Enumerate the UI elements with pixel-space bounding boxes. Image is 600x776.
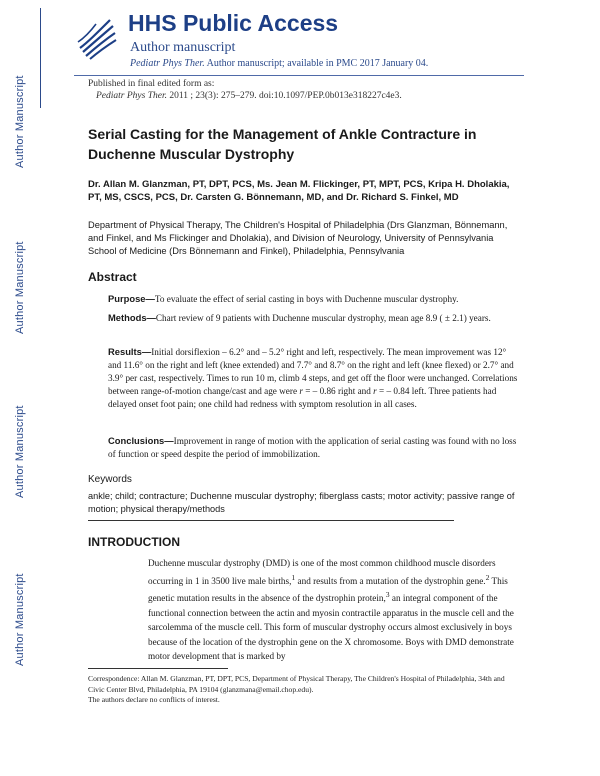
- results-text-1: Initial dorsiflexion – 6.2° and – 5.2° right and left, respectively. The mean improvement was 12° and 11.6° on the right and left (knee extended) and 7.7° and 8.7° on the right and left (knee flexed) or 2.7° and 3.9° per cast, respectively. Times to run 10 m, climb 4 steps, and get off the floor were unchanged. Correlations between range-of-motion change/cast and age were: [108, 347, 518, 396]
- footnote-correspondence: Correspondence: Allan M. Glanzman, PT, DPT, PCS, Department of Physical Therapy, The Children's Hospital of Philadelphia, 34th and Civic Center Blvd, Philadelphia, PA 19104 (glanzmana@email.chop.edu).: [88, 674, 505, 694]
- sidebar-label-3: Author Manuscript: [14, 405, 26, 499]
- methods-label: Methods—: [108, 312, 156, 323]
- footnote-conflicts: The authors declare no conflicts of interest.: [88, 695, 220, 704]
- article-affiliation: Department of Physical Therapy, The Children's Hospital of Philadelphia (Drs Glanzman, Bönnemann, and Finkel, and Ms Flickinger and Dholakia), and Division of Neurology, University of Pennsylvania School of Medicine (Drs Bönnemann and Finkel), Philadelphia, Pennsylvania: [88, 220, 508, 256]
- footnotes: [88, 674, 518, 706]
- abstract-conclusions: [108, 434, 518, 461]
- methods-text: Chart review of 9 patients with Duchenne muscular dystrophy, mean age 8.9 ( ± 2.1) years.: [155, 313, 491, 323]
- abstract-heading: Abstract: [88, 270, 137, 284]
- results-text-2: = – 0.86 right and: [302, 386, 374, 396]
- introduction-paragraph: [148, 556, 520, 664]
- header-journal: Pediatr Phys Ther.: [130, 58, 205, 69]
- results-label: Results—: [108, 346, 152, 357]
- introduction-heading: INTRODUCTION: [88, 535, 180, 549]
- results-r-1: r: [299, 386, 303, 396]
- header-subtitle: Author manuscript: [130, 40, 236, 55]
- sidebar-label-4: Author Manuscript: [14, 573, 26, 667]
- purpose-label: Purpose—: [108, 293, 155, 304]
- header-availability: Author manuscript; available in PMC 2017 January 04.: [206, 58, 429, 69]
- intro-text-3: This genetic mutation results in the absence of the dystrophin protein,: [148, 575, 508, 604]
- sidebar-label-1: Author Manuscript: [14, 75, 26, 169]
- intro-text-2: and results from a mutation of the dystrophin gene.: [295, 575, 486, 586]
- intro-ref-1[interactable]: 1: [291, 572, 296, 582]
- results-r-2: r: [373, 386, 377, 396]
- intro-text-4: an integral component of the functional connection between the actin and myosin contractile apparatus in the muscle cell and the sarcolemma of the muscle cell. This form of muscular dystrophy occurs almost exclusively in boys because of the location of the dystrophin gene on the X chromosome. Boys with DMD demonstrate motor development that is marked by: [148, 593, 514, 662]
- article-title: Serial Casting for the Management of Ankle Contracture in Duchenne Muscular Dystrophy: [88, 126, 477, 162]
- sidebar-label-2: Author Manuscript: [14, 241, 26, 335]
- keywords-divider: [88, 520, 454, 521]
- hhs-eagle-logo-icon: [74, 12, 120, 62]
- conclusions-text: Improvement in range of motion with the application of serial casting was found with no loss of function or speed despite the period of immobilization.: [108, 436, 517, 459]
- keywords-heading: Keywords: [88, 474, 132, 485]
- intro-ref-2[interactable]: 2: [485, 572, 490, 582]
- header-divider: [74, 75, 524, 76]
- intro-ref-3[interactable]: 3: [385, 590, 390, 600]
- article-authors: Dr. Allan M. Glanzman, PT, DPT, PCS, Ms. Jean M. Flickinger, PT, MPT, PCS, Kripa H. Dholakia, PT, MS, CSCS, PCS, Dr. Carsten G. Bönnemann, MD, and Dr. Richard S. Finkel, MD: [88, 179, 510, 203]
- intro-text-1: Duchenne muscular dystrophy (DMD) is one of the most common childhood muscle disorders occurring in 1 in 3500 live male births,: [148, 558, 496, 586]
- publication-citation-line: [88, 90, 402, 102]
- publication-citation: 2011 ; 23(3): 275–279. doi:10.1097/PEP.0b013e318227c4e3.: [169, 91, 402, 101]
- results-text-3: = – 0.84 left. Three patients had delayed onset foot pain; one child had redness with symptom resolution in all cases.: [108, 386, 497, 409]
- purpose-text: To evaluate the effect of serial casting in boys with Duchenne muscular dystrophy.: [154, 294, 459, 304]
- abstract-purpose: [108, 292, 518, 306]
- header-availability-line: [130, 58, 428, 69]
- sidebar-rule: [40, 8, 41, 108]
- conclusions-label: Conclusions—: [108, 435, 174, 446]
- publication-label: Published in final edited form as:: [88, 79, 215, 89]
- abstract-methods: [108, 311, 518, 325]
- abstract-results: [108, 345, 518, 411]
- footnote-divider: [88, 668, 228, 669]
- publication-info: [88, 78, 402, 102]
- header-title: HHS Public Access: [128, 10, 339, 36]
- keywords-text: ankle; child; contracture; Duchenne muscular dystrophy; fiberglass casts; motor activity; passive range of motion; physical therapy/methods: [88, 491, 515, 514]
- publication-journal: Pediatr Phys Ther.: [96, 91, 167, 101]
